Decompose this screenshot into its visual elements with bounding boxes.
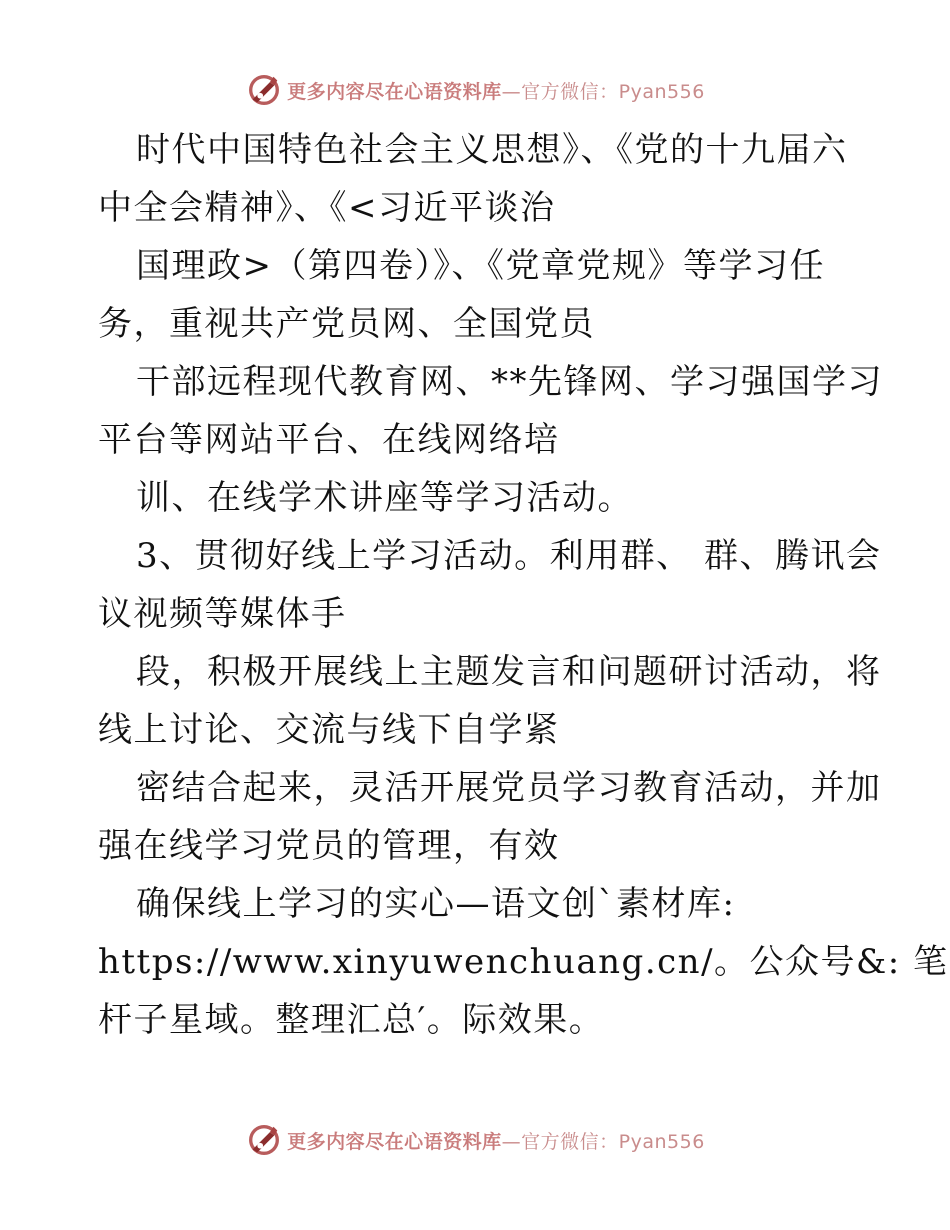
body-line: 密结合起来，灵活开展党员学习教育活动，并加 [136, 768, 882, 808]
body-line: https://www.xinyuwenchuang.cn/。公众号&: 笔 [98, 942, 949, 982]
body-line: 确保线上学习的实心—语文创`素材库: [136, 884, 736, 924]
body-line: 务，重视共产党员网、全国党员 [98, 304, 595, 344]
body-line: 3、贯彻好线上学习活动。利用群、 群、腾讯会 [136, 536, 882, 576]
watermark-main-text: 更多内容尽在心语资料库 [287, 1130, 502, 1153]
watermark-separator: — [501, 1130, 522, 1153]
watermark-contact-text: 官方微信：Pyan556 [521, 80, 705, 103]
watermark-main-text: 更多内容尽在心语资料库 [287, 80, 502, 103]
pen-logo-icon [245, 1121, 283, 1159]
header-watermark [0, 70, 950, 110]
body-line: 强在线学习党员的管理，有效 [98, 826, 560, 866]
body-line: 干部远程现代教育网、**先锋网、学习强国学习 [136, 362, 883, 402]
body-line: 线上讨论、交流与线下自学紧 [98, 710, 560, 750]
body-line: 国理政>（第四卷）》、《党章党规》等学习任 [136, 246, 825, 286]
watermark-separator: — [501, 80, 522, 103]
body-line: 训、在线学术讲座等学习活动。 [136, 478, 633, 518]
body-line: 中全会精神》、《<习近平谈治 [98, 188, 556, 228]
footer-watermark [0, 1120, 950, 1160]
body-line: 段，积极开展线上主题发言和问题研讨活动，将 [136, 652, 882, 692]
body-line: 杆子星域。整理汇总′。际效果。 [98, 1000, 605, 1040]
watermark-contact-text: 官方微信：Pyan556 [521, 1130, 705, 1153]
pen-logo-icon [245, 71, 283, 109]
body-line: 时代中国特色社会主义思想》、《党的十九届六 [136, 130, 848, 170]
body-line: 议视频等媒体手 [98, 594, 347, 634]
body-line: 平台等网站平台、在线网络培 [98, 420, 560, 460]
